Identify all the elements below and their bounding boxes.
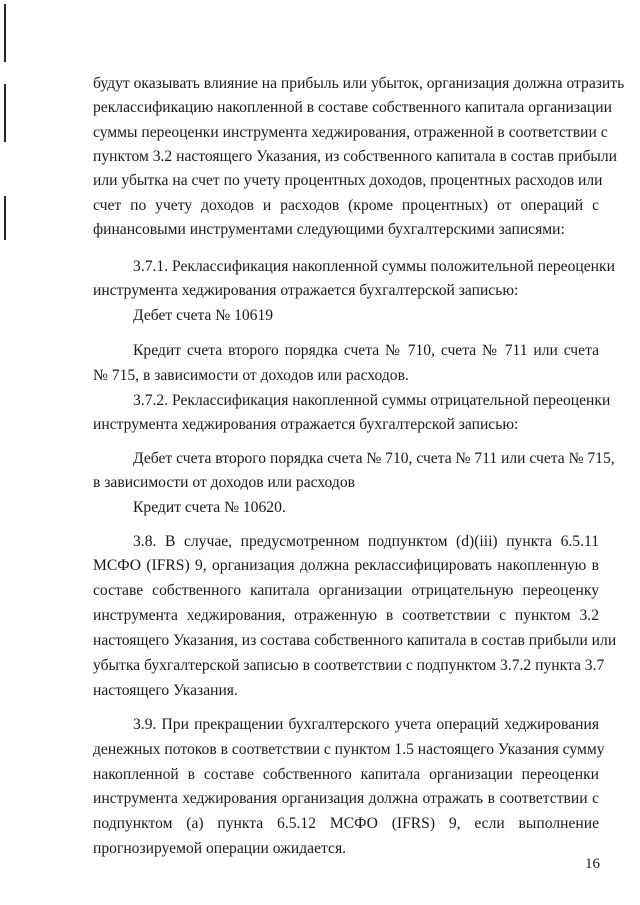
- text-line: 3.7.1. Реклассификация накопленной суммы положительной переоценки: [133, 258, 615, 275]
- scan-mark-middle: [4, 84, 6, 142]
- scan-mark-top: [4, 4, 6, 62]
- text-line: суммы переоценки инструмента хеджирования, отраженной в соответствии с: [93, 124, 608, 141]
- text-line: в зависимости от доходов или расходов: [93, 474, 355, 491]
- text-line: накопленной в составе собственного капитала организации переоценки: [93, 766, 599, 783]
- text-line: составе собственного капитала организации отрицательную переоценку: [93, 582, 599, 599]
- text-line: настоящего Указания.: [93, 682, 238, 699]
- text-line: МСФО (IFRS) 9, организация должна реклассифицировать накопленную в: [93, 557, 599, 574]
- text-line: 3.9. При прекращении бухгалтерского учета операций хеджирования: [133, 716, 599, 733]
- text-line: 3.8. В случае, предусмотренном подпунктом (d)(iii) пункта 6.5.11: [133, 533, 599, 550]
- text-line: настоящего Указания, из состава собственного капитала в состав прибыли или: [93, 632, 617, 649]
- text-line: Дебет счета второго порядка счета № 710, счета № 711 или счета № 715,: [133, 450, 615, 467]
- text-line: счет по учету доходов и расходов (кроме процентных) от операций с: [93, 197, 599, 214]
- text-line: Дебет счета № 10619: [133, 307, 274, 324]
- text-line: инструмента хеджирования отражается бухгалтерской записью:: [93, 282, 519, 299]
- text-line: 3.7.2. Реклассификация накопленной суммы отрицательной переоценки: [133, 392, 611, 409]
- text-line: инструмента хеджирования организация должна отражать в соответствии с: [93, 790, 599, 807]
- text-line: подпунктом (a) пункта 6.5.12 МСФО (IFRS) 9, если выполнение: [93, 815, 599, 832]
- text-line: № 715, в зависимости от доходов или расходов.: [93, 367, 409, 384]
- text-line: реклассификацию накопленной в составе собственного капитала организации: [93, 99, 612, 116]
- text-line: инструмента хеджирования, отраженную в соответствии с пунктом 3.2: [93, 607, 599, 624]
- text-line: прогнозируемой операции ожидается.: [93, 840, 347, 857]
- scan-mark-lower: [4, 196, 6, 240]
- text-line: финансовыми инструментами следующими бухгалтерскими записями:: [93, 221, 565, 238]
- text-line: Кредит счета второго порядка счета № 710, счета № 711 или счета: [133, 342, 599, 359]
- text-line: пунктом 3.2 настоящего Указания, из собственного капитала в состав прибыли: [93, 148, 617, 165]
- text-line: убытка бухгалтерской записью в соответствии с подпунктом 3.7.2 пункта 3.7: [93, 657, 605, 674]
- text-line: денежных потоков в соответствии с пунктом 1.5 настоящего Указания сумму: [93, 741, 605, 758]
- text-line: Кредит счета № 10620.: [133, 499, 286, 516]
- text-line: будут оказывать влияние на прибыль или убыток, организация должна отразить: [93, 75, 625, 92]
- text-line: или убытка на счет по учету процентных доходов, процентных расходов или: [93, 172, 603, 189]
- page-number: 16: [585, 856, 600, 872]
- text-line: инструмента хеджирования отражается бухгалтерской записью:: [93, 416, 519, 433]
